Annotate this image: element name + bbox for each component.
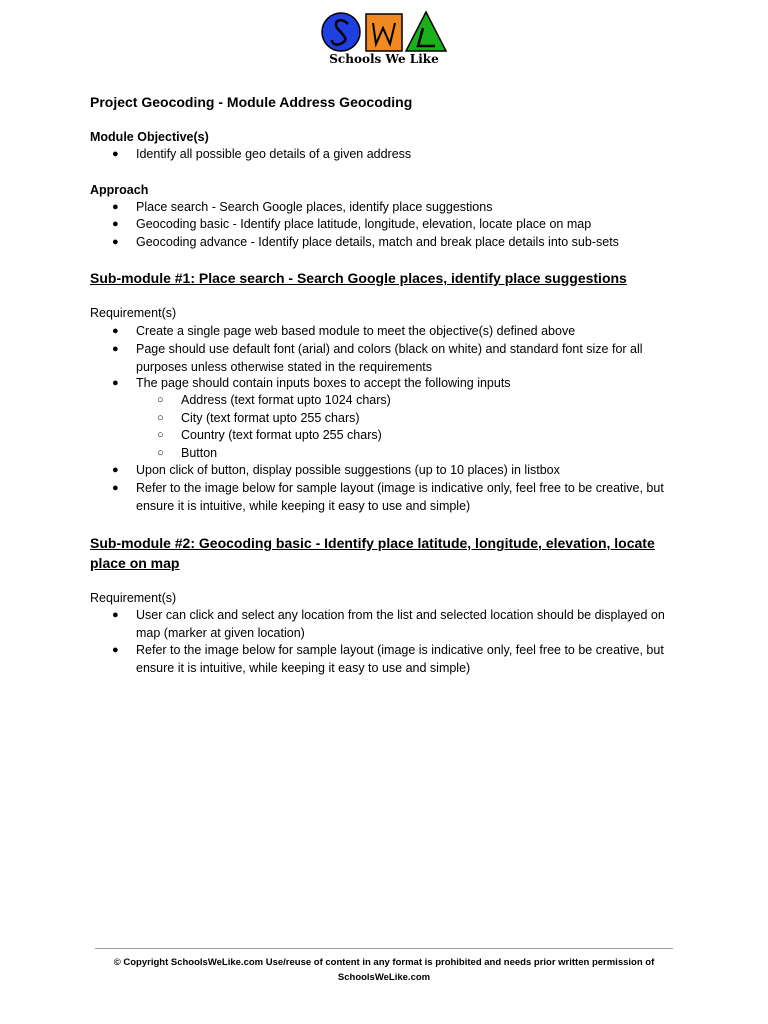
input-spec-item: Button: [181, 446, 218, 460]
requirement-item: User can click and select any location from the list and selected location should be displayed on map (marker at given location): [136, 608, 665, 640]
footer-divider: [95, 948, 673, 949]
bullet-icon: ●: [112, 201, 119, 213]
bullet-icon: ●: [112, 464, 119, 476]
hollow-bullet-icon: ○: [157, 429, 164, 441]
requirements-label: Requirement(s): [90, 306, 177, 320]
hollow-bullet-icon: ○: [157, 412, 164, 424]
bullet-icon: ●: [112, 148, 119, 160]
submodule-2-heading: Sub-module #2: Geocoding basic - Identify place latitude, longitude, elevation, locate place on map: [90, 535, 655, 571]
approach-item: Place search - Search Google places, identify place suggestions: [136, 200, 493, 214]
objective-item: Identify all possible geo details of a given address: [136, 147, 412, 161]
approach-item: Geocoding basic - Identify place latitude, longitude, elevation, locate place on map: [136, 217, 592, 231]
input-spec-item: Address (text format upto 1024 chars): [181, 393, 391, 407]
bullet-icon: ●: [112, 325, 119, 337]
approach-item: Geocoding advance - Identify place details, match and break place details into sub-sets: [136, 235, 619, 249]
requirement-item: Upon click of button, display possible suggestions (up to 10 places) in listbox: [136, 463, 560, 477]
schools-we-like-logo: [320, 10, 448, 68]
bullet-icon: ●: [112, 343, 119, 355]
hollow-bullet-icon: ○: [157, 394, 164, 406]
requirement-item: Refer to the image below for sample layout (image is indicative only, feel free to be creative, but ensure it is intuitive, while keeping it easy to use and simple): [136, 481, 664, 513]
hollow-bullet-icon: ○: [157, 447, 164, 459]
document-title: Project Geocoding - Module Address Geocoding: [90, 94, 413, 110]
requirement-item: The page should contain inputs boxes to accept the following inputs: [136, 376, 511, 390]
bullet-icon: ●: [112, 236, 119, 248]
bullet-icon: ●: [112, 377, 119, 389]
requirement-item: Page should use default font (arial) and colors (black on white) and standard font size for all purposes unless otherwise stated in the requirements: [136, 342, 643, 374]
approach-heading: Approach: [90, 183, 149, 197]
logo-mark-icon: [320, 10, 448, 54]
input-spec-item: Country (text format upto 255 chars): [181, 428, 382, 442]
bullet-icon: ●: [112, 609, 119, 621]
submodule-1-heading: Sub-module #1: Place search - Search Google places, identify place suggestions: [90, 270, 627, 286]
requirements-label: Requirement(s): [90, 591, 177, 605]
requirement-item: Refer to the image below for sample layout (image is indicative only, feel free to be creative, but ensure it is intuitive, while keeping it easy to use and simple): [136, 643, 664, 675]
logo-text: Schools We Like: [329, 52, 439, 66]
bullet-icon: ●: [112, 482, 119, 494]
requirement-item: Create a single page web based module to meet the objective(s) defined above: [136, 324, 576, 338]
copyright-footer: © Copyright SchoolsWeLike.com Use/reuse of content in any format is prohibited and needs prior written permission of SchoolsWeLike.com: [113, 957, 655, 983]
objectives-heading: Module Objective(s): [90, 130, 209, 144]
bullet-icon: ●: [112, 644, 119, 656]
bullet-icon: ●: [112, 218, 119, 230]
input-spec-item: City (text format upto 255 chars): [181, 411, 360, 425]
